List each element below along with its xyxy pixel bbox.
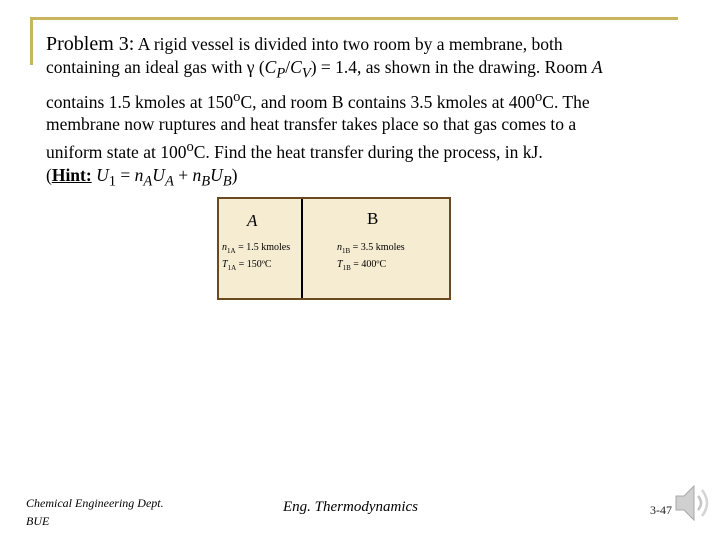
room-a-info xyxy=(222,241,290,275)
text: A xyxy=(143,173,153,190)
text: 1A xyxy=(227,264,237,272)
text: containing an ideal gas with γ ( xyxy=(46,57,265,77)
room-b-moles xyxy=(337,241,405,258)
text: = 400ºC xyxy=(350,259,387,270)
text: B xyxy=(222,173,232,190)
text: o xyxy=(186,139,194,156)
text: A xyxy=(164,173,174,190)
text: T xyxy=(222,259,228,270)
text: = 3.5 kmoles xyxy=(350,242,405,253)
text: C. Find the heat transfer during the process, in kJ. xyxy=(193,142,543,163)
text: n xyxy=(337,242,342,253)
room-b-label: B xyxy=(367,209,379,228)
problem-line-3 xyxy=(46,86,686,114)
problem-hint xyxy=(46,164,686,194)
text: 1B xyxy=(342,247,351,255)
room-a-temp xyxy=(222,258,290,275)
text: o xyxy=(233,88,241,105)
title-frame-top xyxy=(30,17,678,20)
text: / xyxy=(285,57,291,77)
text: contains 1.5 kmoles at 150 xyxy=(46,91,234,112)
problem-heading: Problem 3: xyxy=(46,33,135,55)
text: V xyxy=(301,65,311,82)
text: o xyxy=(535,88,543,105)
text: U xyxy=(96,165,109,186)
problem-line-2 xyxy=(46,56,686,86)
text: = xyxy=(116,165,135,186)
problem-intro: A rigid vessel is divided into two room by a membrane, both xyxy=(137,34,563,54)
room-a-moles xyxy=(222,241,290,258)
hint-label: Hint: xyxy=(51,165,92,186)
text: ) xyxy=(231,165,238,186)
department-name: Chemical Engineering Dept. xyxy=(26,496,164,510)
text: A xyxy=(591,57,603,77)
course-title: Eng. Thermodynamics xyxy=(283,499,418,515)
text: 1B xyxy=(342,264,351,272)
text: C, and room B contains 3.5 kmoles at 400 xyxy=(240,91,535,112)
text: n xyxy=(222,242,227,253)
text: 1 xyxy=(108,173,117,190)
room-b-info xyxy=(337,241,405,275)
vessel-diagram xyxy=(217,197,451,300)
problem-line-5 xyxy=(46,136,686,164)
text: n xyxy=(134,165,144,186)
problem-line-4: membrane now ruptures and heat transfer takes place so that gas comes to a xyxy=(46,114,577,135)
text: P xyxy=(276,65,286,82)
page-number: 3-47 xyxy=(650,503,672,517)
speaker-icon[interactable] xyxy=(672,478,712,528)
text: B xyxy=(201,173,211,190)
title-frame-left xyxy=(30,17,33,65)
membrane xyxy=(301,199,303,298)
text: ( xyxy=(46,165,52,186)
room-b-temp xyxy=(337,258,405,275)
university-name: BUE xyxy=(26,514,50,528)
text: uniform state at 100 xyxy=(46,142,187,163)
room-a-label: A xyxy=(247,211,258,230)
text: ) = 1.4, as shown in the drawing. Room xyxy=(310,57,592,77)
text: C xyxy=(264,57,277,77)
problem-line-1 xyxy=(46,33,686,56)
footer-department xyxy=(26,494,164,530)
text: 1A xyxy=(227,247,236,255)
text: C. The xyxy=(542,91,590,112)
problem-statement xyxy=(46,33,686,194)
text: n xyxy=(192,165,202,186)
text: U xyxy=(152,165,165,186)
text: U xyxy=(210,165,223,186)
text: T xyxy=(337,259,343,270)
text: = 1.5 kmoles xyxy=(235,242,291,253)
text: C xyxy=(290,57,302,77)
text: + xyxy=(173,165,193,186)
text: = 150ºC xyxy=(236,259,272,270)
